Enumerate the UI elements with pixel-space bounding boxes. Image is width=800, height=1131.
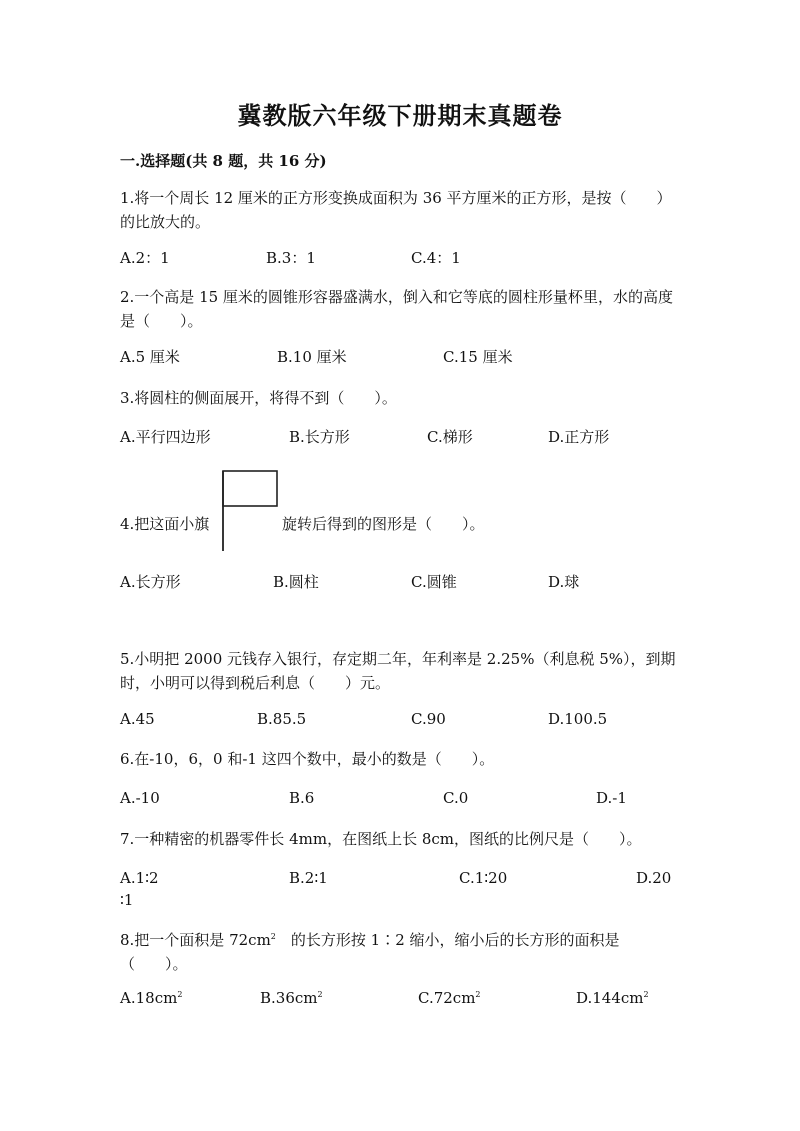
q7-option-d-continued: ∶1 [120,891,134,909]
q5-option-b[interactable]: B.85.5 [257,710,307,728]
question-3: 3.将圆柱的侧面展开，将得不到（ ）。 [120,389,397,407]
section-heading: 一.选择题(共 8 题，共 16 分) [120,152,327,170]
superscript-2: 2 [270,932,276,941]
q4-option-c[interactable]: C.圆锥 [411,573,457,591]
q4-option-d[interactable]: D.球 [548,573,580,591]
question-1: 1.将一个周长 12 厘米的正方形变换成面积为 36 平方厘米的正方形，是按（ ）的比放大的。 [120,189,672,231]
q4-option-a[interactable]: A.长方形 [120,573,181,591]
flag-figure [220,470,280,552]
question-7: 7.一种精密的机器零件长 4mm，在图纸上长 8cm，图纸的比例尺是（ ）。 [120,830,642,848]
q5-option-c[interactable]: C.90 [411,710,446,728]
q6-option-a[interactable]: A.-10 [120,789,160,807]
question-4-start: 4.把这面小旗 [120,515,210,533]
question-2: 2.一个高是 15 厘米的圆锥形容器盛满水，倒入和它等底的圆柱形量杯里，水的高度是（ ）。 [120,288,673,330]
q2-option-c[interactable]: C.15 厘米 [443,348,513,366]
question-5: 5.小明把 2000 元钱存入银行，存定期二年，年利率是 2.25%（利息税 5%），到期时，小明可以得到税后利息（ ）元。 [120,650,676,692]
question-8-start: 8.把一个面积是 72cm [120,931,271,949]
q7-option-c[interactable]: C.1∶20 [459,869,508,887]
q3-option-c[interactable]: C.梯形 [427,428,473,446]
q2-option-a[interactable]: A.5 厘米 [120,348,180,366]
q1-option-a[interactable]: A.2：1 [120,249,170,267]
question-6: 6.在-10，6，0 和-1 这四个数中，最小的数是（ ）。 [120,750,495,768]
question-8 [120,928,685,976]
page-title: 冀教版六年级下册期末真题卷 [237,101,563,130]
q1-option-c[interactable]: C.4：1 [411,249,461,267]
q1-option-b[interactable]: B.3：1 [266,249,316,267]
q7-option-d[interactable]: D.20 [636,869,672,887]
q3-option-a[interactable]: A.平行四边形 [120,428,211,446]
q6-option-c[interactable]: C.0 [443,789,469,807]
q6-option-d[interactable]: D.-1 [596,789,627,807]
q8-option-d[interactable]: $D.144cm^2$ [576,989,649,1007]
q2-option-b[interactable]: B.10 厘米 [277,348,347,366]
q3-option-b[interactable]: B.长方形 [289,428,350,446]
question-8-end: 的长方形按 1∶2 缩小，缩小后的长方形的面积是（ ）。 [120,931,620,973]
q8-option-b[interactable]: $B.36cm^2$ [260,989,323,1007]
q8-option-c[interactable]: $C.72cm^2$ [418,989,481,1007]
q3-option-d[interactable]: D.正方形 [548,428,610,446]
q4-option-b[interactable]: B.圆柱 [273,573,319,591]
q8-option-a[interactable]: $A.18cm^2$ [120,989,183,1007]
q7-option-a[interactable]: A.1∶2 [120,869,159,887]
q5-option-a[interactable]: A.45 [120,710,155,728]
q6-option-b[interactable]: B.6 [289,789,315,807]
question-4-end: 旋转后得到的图形是（ ）。 [282,515,485,533]
q7-option-b[interactable]: B.2∶1 [289,869,328,887]
q5-option-d[interactable]: D.100.5 [548,710,608,728]
